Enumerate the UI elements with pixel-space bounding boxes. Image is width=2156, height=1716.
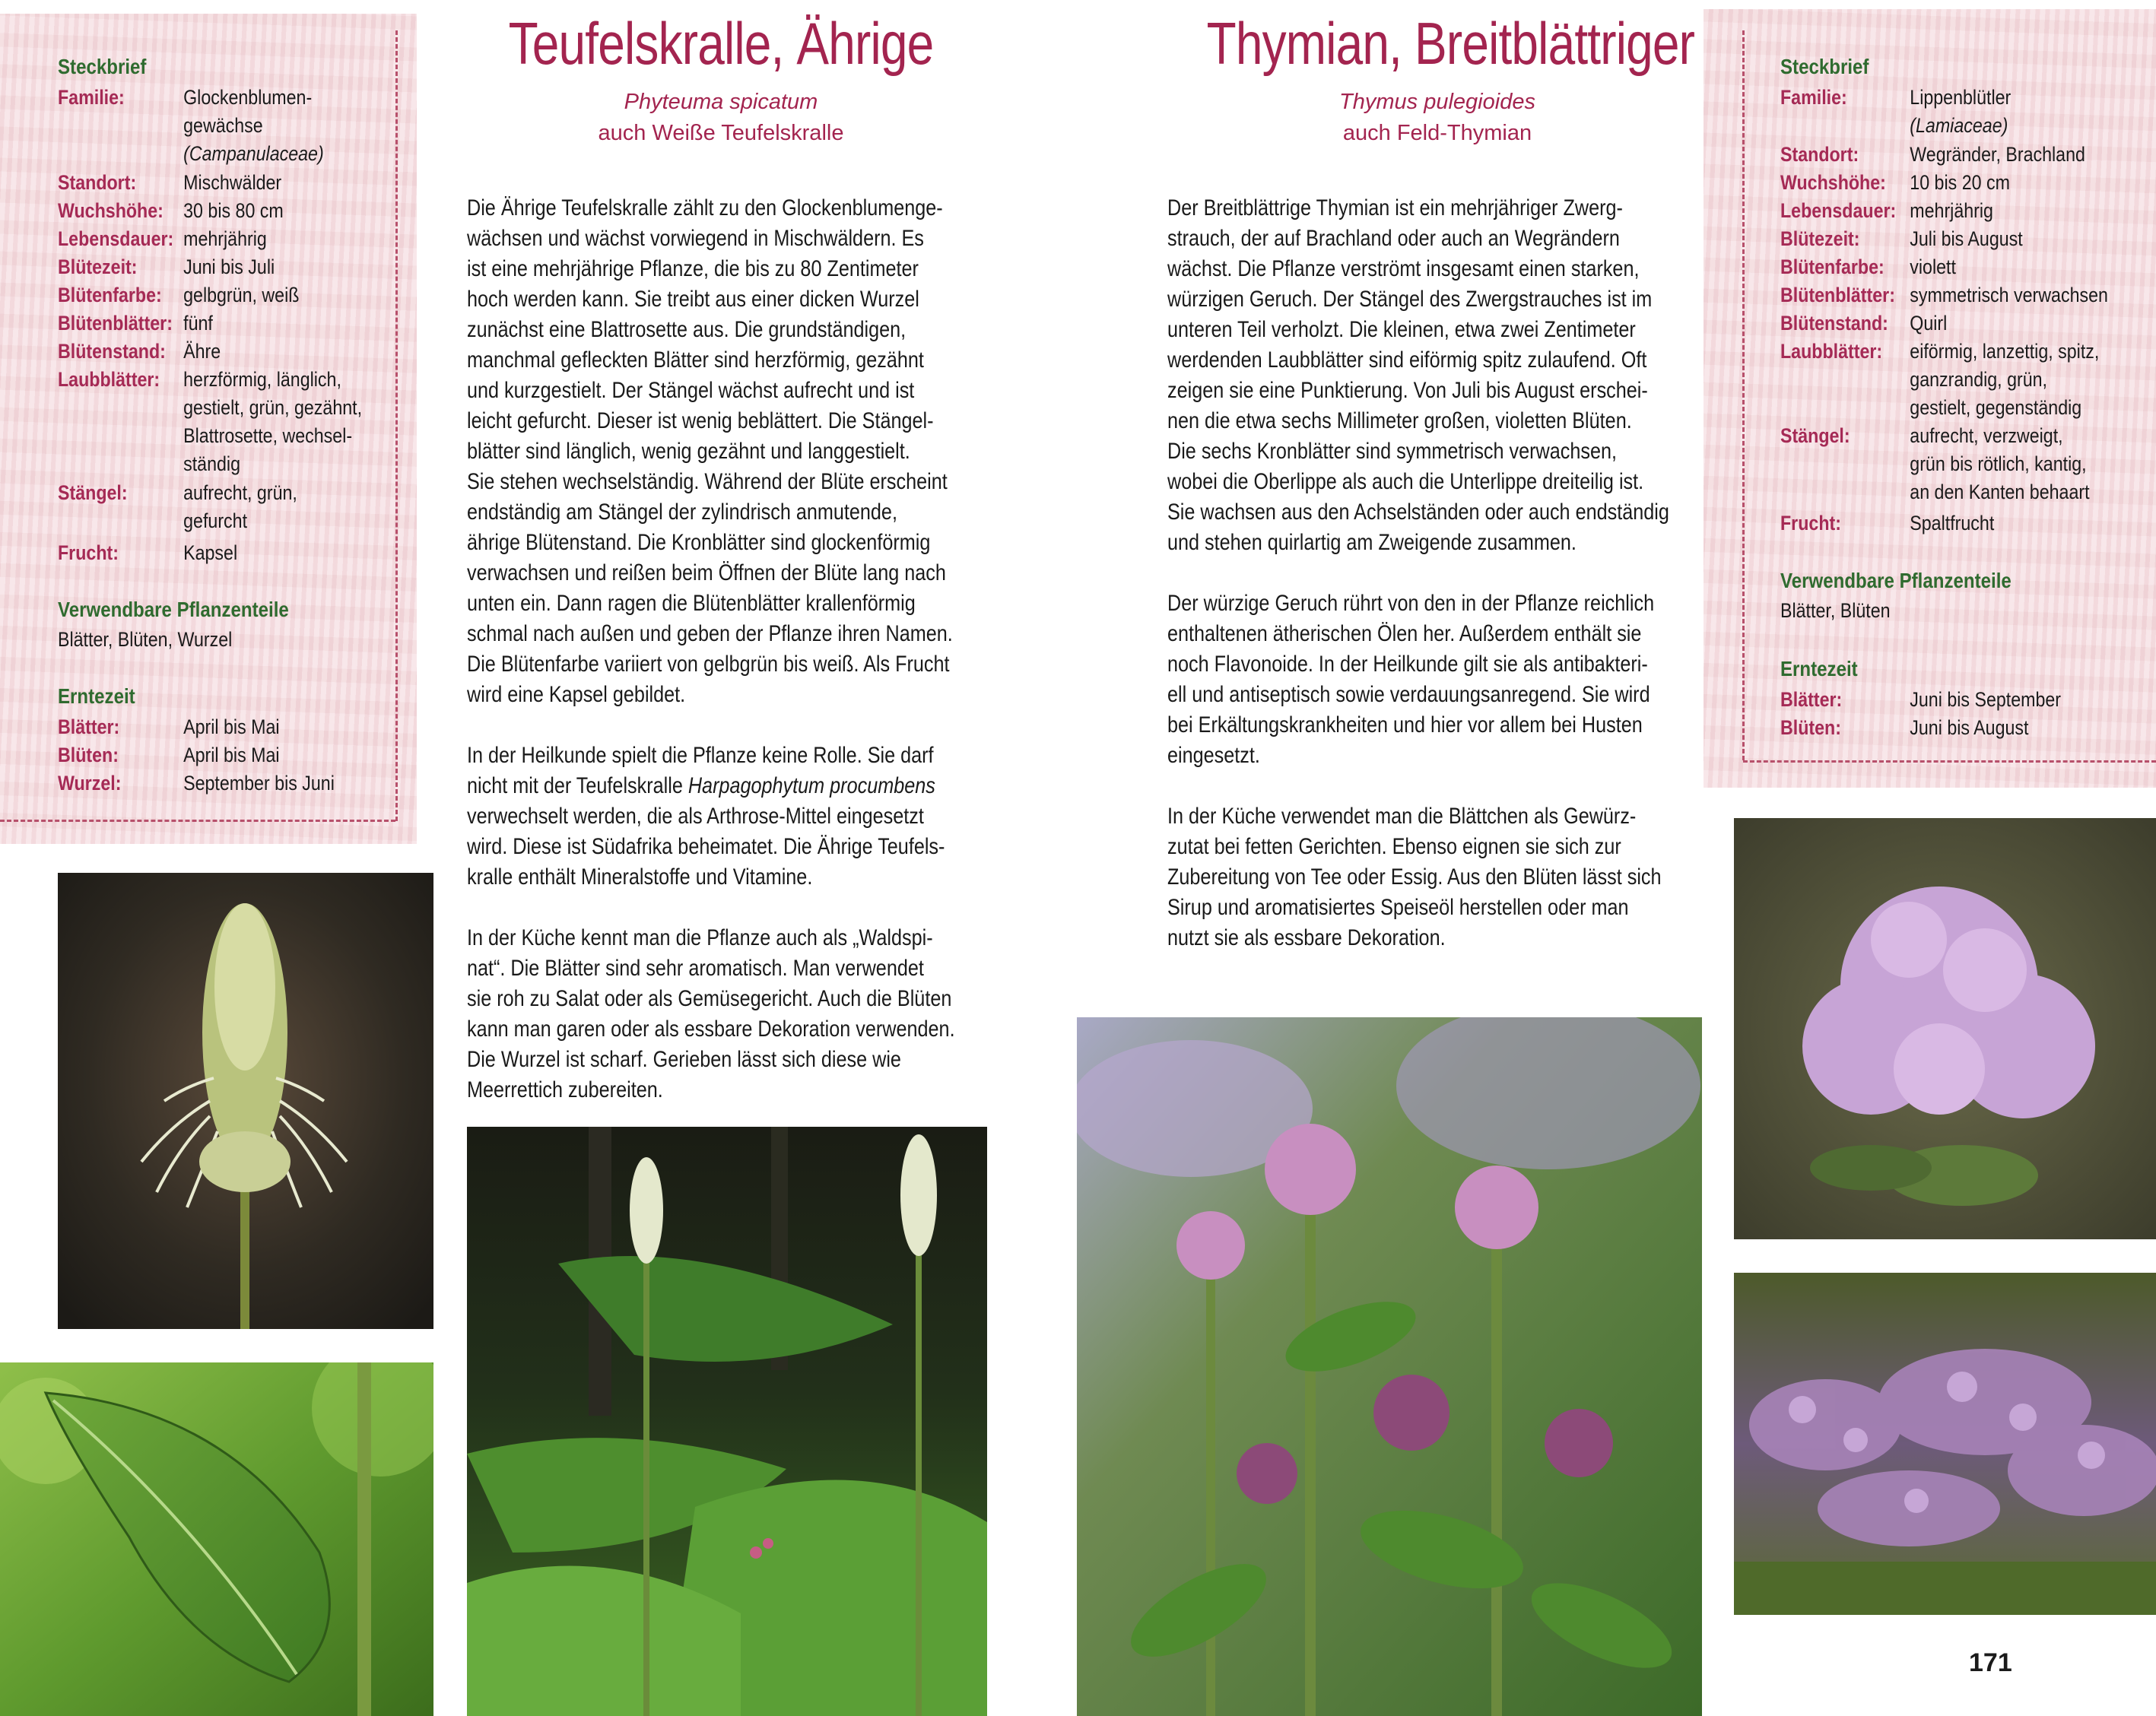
paragraph-gap — [1167, 771, 1700, 801]
text-line: In der Küche kennt man die Pflanze auch als „Waldspi- — [467, 925, 933, 950]
text-line: In der Küche verwendet man die Blättchen als Gewürz- — [1167, 804, 1637, 829]
thyme-flower-head-photo — [1734, 818, 2156, 1239]
text-line: zutat bei fetten Gerichten. Ebenso eignen sie sich zur — [1167, 834, 1621, 859]
text-line: zunächst eine Blattrosette aus. Die grundständigen, — [467, 317, 907, 342]
row-value: Juni bis Juli — [183, 255, 275, 278]
text-line: zeigen sie eine Punktierung. Von Juli bis August erschei- — [1167, 378, 1648, 403]
row-key: Blütenblätter: — [58, 312, 173, 335]
value-line: Glockenblumen- — [183, 86, 313, 109]
right-usable-parts: Blätter, Blüten — [1780, 599, 1891, 622]
text-line: ährige Blütenstand. Die Kronblätter sind glockenförmig — [467, 530, 931, 555]
page-number: 171 — [1969, 1648, 2012, 1677]
row-key: Lebensdauer: — [58, 227, 174, 250]
text-line: Zubereitung von Tee oder Essig. Aus den Blüten lässt sich — [1167, 864, 1662, 890]
right-card-dashed-border-left — [1742, 30, 1745, 760]
thyme-meadow-photo — [1734, 1273, 2156, 1615]
row-key: Blütezeit: — [1780, 227, 1860, 250]
text-line: wächst. Die Pflanze verströmt insgesamt einen starken, — [1167, 256, 1640, 281]
right-body-text — [1167, 193, 1700, 953]
paragraph-gap — [1167, 558, 1700, 588]
text-line: In der Heilkunde spielt die Pflanze keine Rolle. Sie darf — [467, 743, 934, 768]
row-key: Standort: — [58, 171, 137, 194]
row-value: fünf — [183, 312, 213, 335]
row-key: Blütenblätter: — [1780, 284, 1895, 306]
rampion-flower-spike-photo — [58, 873, 433, 1329]
text-line: Die Wurzel ist scharf. Gerieben lässt sich diese wie — [467, 1047, 901, 1072]
paragraph-gap — [467, 710, 992, 741]
text-line: Sie stehen wechselständig. Während der Blüte erscheint — [467, 469, 948, 494]
row-value: mehrjährig — [1910, 199, 1993, 222]
left-latin-name: Phyteuma spicatum — [624, 90, 818, 114]
row-value: aufrecht, grün, gefurcht — [183, 481, 297, 532]
paragraph-gap — [467, 893, 992, 923]
text-line: und stehen quirlartig am Zweigende zusammen. — [1167, 530, 1577, 555]
text-line: kralle enthält Mineralstoffe und Vitamine. — [467, 864, 813, 890]
text-line: unteren Teil verholzt. Die kleinen, etwa zwei Zentimeter — [1167, 317, 1636, 342]
text-line: endständig am Stängel der zylindrisch anmutende, — [467, 500, 897, 525]
value-line: (Campanulaceae) — [183, 142, 324, 165]
text-line: und kurzgestielt. Der Stängel wächst aufrecht und ist — [467, 378, 915, 403]
text-line: Die Ährige Teufelskralle zählt zu den Glockenblumenge- — [467, 195, 943, 220]
row-value: 30 bis 80 cm — [183, 199, 284, 222]
text-line: enthaltenen ätherischen Ölen her. Außerdem enthält sie — [1167, 621, 1642, 646]
row-value: April bis Mai — [183, 715, 280, 738]
text-line: leicht gefurcht. Dieser ist wenig beblättert. Die Stängel- — [467, 408, 934, 433]
text-line: kann man garen oder als essbare Dekoration verwenden. — [467, 1017, 955, 1042]
row-key: Laubblätter: — [58, 368, 160, 391]
left-steckbrief-title: Steckbrief — [58, 55, 147, 78]
row-key: Standort: — [1780, 143, 1859, 166]
row-key: Wuchshöhe: — [58, 199, 164, 222]
text-line: ist eine mehrjährige Pflanze, die bis zu 80 Zentimeter — [467, 256, 919, 281]
text-line: unten ein. Dann ragen die Blütenblätter krallenförmig — [467, 591, 916, 616]
row-value: Ähre — [183, 340, 221, 363]
right-card-dashed-border-bottom — [1743, 760, 2156, 763]
text-line: schmal nach außen und geben der Pflanze ihren Namen. — [467, 621, 953, 646]
text-line: Der Breitblättrige Thymian ist ein mehrjähriger Zwerg- — [1167, 195, 1623, 220]
text-line: würzigen Geruch. Der Stängel des Zwergstrauches ist im — [1167, 287, 1653, 312]
text-line: wird eine Kapsel gebildet. — [467, 682, 686, 707]
left-row-familie — [58, 84, 365, 168]
right-usable-parts-title: Verwendbare Pflanzenteile — [1780, 569, 2012, 592]
left-body-text — [467, 193, 992, 1105]
row-value: Kapsel — [183, 541, 238, 564]
text-line: Sie wachsen aus den Achselständen oder auch endständig — [1167, 500, 1669, 525]
row-key: Blätter: — [58, 715, 120, 738]
left-usable-parts: Blätter, Blüten, Wurzel — [58, 628, 233, 651]
right-latin-name: Thymus pulegioides — [1339, 90, 1535, 114]
row-value: gelbgrün, weiß — [183, 284, 300, 306]
row-key: Stängel: — [1780, 424, 1850, 447]
row-value: herzförmig, länglich, gestielt, grün, gezähnt, Blattrosette, wechsel- ständig — [183, 368, 363, 475]
text-line: hoch werden kann. Sie treibt aus einer dicken Wurzel — [467, 287, 919, 312]
row-value: eiförmig, lanzettig, spitz, ganzrandig, grün, gestielt, gegenständig — [1910, 340, 2100, 419]
left-card-dashed-border-bottom — [0, 820, 395, 822]
text-line: Die Blütenfarbe variiert von gelbgrün bis weiß. Als Frucht — [467, 652, 950, 677]
left-usable-parts-title: Verwendbare Pflanzenteile — [58, 598, 289, 621]
row-value — [1910, 84, 2011, 140]
row-value: Juni bis September — [1910, 688, 2062, 711]
text-line: verwachsen und reißen beim Öffnen der Blüte lang nach — [467, 560, 946, 585]
row-key: Wurzel: — [58, 772, 122, 795]
text-line: wobei die Oberlippe als auch die Unterlippe dreiteilig ist. — [1167, 469, 1644, 494]
row-value — [183, 84, 324, 168]
row-key: Familie: — [1780, 86, 1847, 109]
text-line: nen die etwa sechs Millimeter großen, violetten Blüten. — [1167, 408, 1632, 433]
left-page-title: Teufelskralle, Ährige — [508, 10, 934, 77]
row-key: Laubblätter: — [1780, 340, 1883, 363]
text-line: wird. Diese ist Südafrika beheimatet. Die Ährige Teufels- — [467, 834, 945, 859]
latin-term: Harpagophytum procumbens — [687, 773, 935, 798]
text-line: nat“. Die Blätter sind sehr aromatisch. Man verwendet — [467, 956, 924, 981]
thyme-closeup-photo — [1077, 1017, 1702, 1716]
text-line: blätter sind länglich, wenig gezähnt und langgestielt. — [467, 439, 910, 464]
right-page-title: Thymian, Breitblättriger — [1206, 10, 1695, 77]
row-key: Blätter: — [1780, 688, 1843, 711]
row-value: mehrjährig — [183, 227, 267, 250]
text-line: verwechselt werden, die als Arthrose-Mittel eingesetzt — [467, 804, 924, 829]
row-value: April bis Mai — [183, 744, 280, 766]
row-key: Blütenfarbe: — [1780, 255, 1885, 278]
text-line: manchmal gefleckten Blätter sind herzförmig, gezähnt — [467, 347, 924, 373]
row-value: 10 bis 20 cm — [1910, 171, 2010, 194]
right-steckbrief-title: Steckbrief — [1780, 55, 1869, 78]
row-value: aufrecht, verzweigt, grün bis rötlich, kantig, an den Kanten behaart — [1910, 424, 2090, 503]
left-harvest-title: Erntezeit — [58, 684, 135, 708]
row-key: Frucht: — [58, 541, 119, 564]
row-value: Juli bis August — [1910, 227, 2023, 250]
row-value: Quirl — [1910, 312, 1948, 335]
text-line: wächsen und wächst vorwiegend in Mischwäldern. Es — [467, 226, 924, 251]
row-value: September bis Juni — [183, 772, 335, 795]
row-value: symmetrisch verwachsen — [1910, 284, 2108, 306]
row-value: Spaltfrucht — [1910, 512, 1995, 534]
text-line: Der würzige Geruch rührt von den in der Pflanze reichlich — [1167, 591, 1655, 616]
row-key: Blütenstand: — [58, 340, 166, 363]
row-key: Familie: — [58, 86, 125, 109]
text-line: nutzt sie als essbare Dekoration. — [1167, 925, 1446, 950]
row-key: Blütezeit: — [58, 255, 138, 278]
text-line: nicht mit der Teufelskralle Harpagophytum procumbens — [467, 773, 935, 798]
row-key: Blüten: — [1780, 716, 1841, 739]
row-key: Wuchshöhe: — [1780, 171, 1886, 194]
row-value: Juni bis August — [1910, 716, 2029, 739]
text-line: Die sechs Kronblätter sind symmetrisch verwachsen, — [1167, 439, 1618, 464]
text-line: eingesetzt. — [1167, 743, 1260, 768]
row-value: Wegränder, Brachland — [1910, 143, 2085, 166]
rampion-leaf-photo — [0, 1362, 433, 1716]
right-harvest-title: Erntezeit — [1780, 657, 1858, 680]
row-key: Frucht: — [1780, 512, 1841, 534]
value-line: gewächse — [183, 114, 263, 137]
left-alt-name: auch Weiße Teufelskralle — [598, 121, 844, 145]
row-key: Blütenfarbe: — [58, 284, 162, 306]
right-alt-name: auch Feld-Thymian — [1342, 121, 1532, 145]
text-line: sie roh zu Salat oder als Gemüsegericht. Auch die Blüten — [467, 986, 952, 1011]
right-page-subtitle — [1156, 87, 1719, 149]
row-value: Mischwälder — [183, 171, 282, 194]
left-card-dashed-border-right — [395, 30, 398, 821]
row-key: Stängel: — [58, 481, 128, 504]
text-line: bei Erkältungskrankheiten und hier vor allem bei Husten — [1167, 712, 1643, 737]
value-line: Lippenblütler — [1910, 86, 2012, 109]
value-line: (Lamiaceae) — [1910, 114, 2008, 137]
text-line: noch Flavonoide. In der Heilkunde gilt sie als antibakteri- — [1167, 652, 1648, 677]
text-line: Sirup und aromatisiertes Speiseöl herstellen oder man — [1167, 895, 1629, 920]
rampion-forest-photo — [467, 1127, 987, 1716]
text-line: ell und antiseptisch sowie verdauungsanregend. Sie wird — [1167, 682, 1650, 707]
text-line: werdenden Laubblätter sind eiförmig spitz zulaufend. Oft — [1167, 347, 1647, 373]
text-line: strauch, der auf Brachland oder auch an Wegrändern — [1167, 226, 1620, 251]
row-key: Blüten: — [58, 744, 119, 766]
left-page-subtitle — [440, 87, 1002, 149]
row-value: violett — [1910, 255, 1956, 278]
row-key: Lebensdauer: — [1780, 199, 1897, 222]
text-line: Meerrettich zubereiten. — [467, 1077, 663, 1102]
row-key: Blütenstand: — [1780, 312, 1888, 335]
